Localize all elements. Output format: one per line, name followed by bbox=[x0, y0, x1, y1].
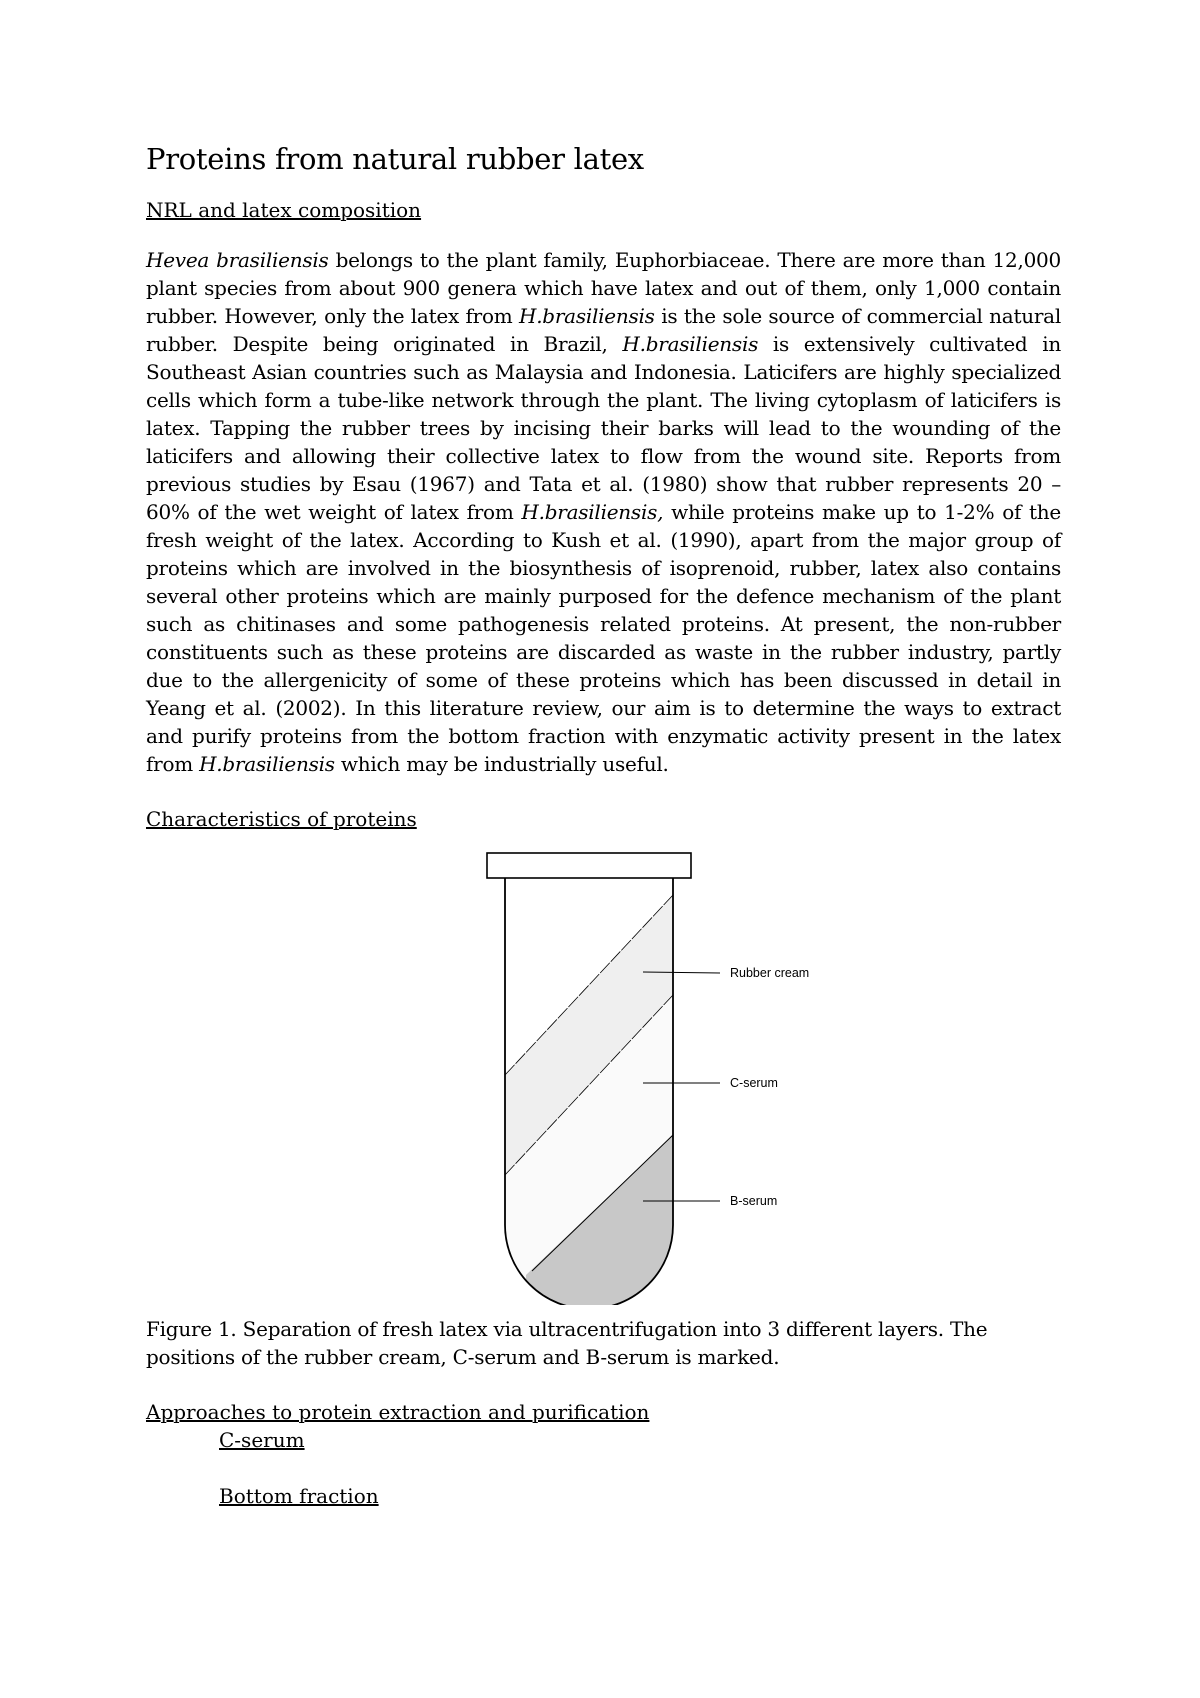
subheading-c-serum: C-serum bbox=[219, 1428, 305, 1452]
section-heading-nrl: NRL and latex composition bbox=[146, 198, 422, 222]
body-paragraph bbox=[146, 246, 1061, 778]
rubber-cream-label: Rubber cream bbox=[730, 966, 810, 980]
paragraph-text-run: belongs to the plant family, Euphorbiaceae. There are more than 12,000 plant species from about 900 genera which have latex and out of them, only 1,000 contain rubber. However, only the latex from bbox=[146, 248, 1061, 328]
document-page bbox=[146, 140, 1061, 1510]
paragraph-text-run: is extensively cultivated in Southeast Asian countries such as Malaysia and Indonesia. Laticifers are highly specialized cells which form a tube-like network through the plant. The living cytoplasm of laticifers is latex. Tapping the rubber trees by incising their barks will lead to the wounding of the laticifers and allowing their collective latex to flow from the wound site. Reports from previous studies by Esau (1967) and Tata et al. (1980) show that rubber represents 20 – 60% of the wet weight of latex from bbox=[146, 332, 1062, 524]
paragraph-text-run: is the sole source of commercial natural rubber. Despite being originated in Brazil, bbox=[146, 304, 1061, 356]
italic-species-name: H.brasiliensis bbox=[622, 332, 759, 356]
italic-species-name: H.brasiliensis bbox=[199, 752, 335, 776]
paragraph-text-run: while proteins make up to 1-2% of the fresh weight of the latex. According to Kush et al. (1990), apart from the major group of proteins which are involved in the biosynthesis of isoprenoid, rubber, latex also contains several other proteins which are mainly purposed for the defence mechanism of the plant such as chitinases and some pathogenesis related proteins. At present, the non-rubber constituents such as these proteins are discarded as waste in the rubber industry, partly due to the allergenicity of some of these proteins which has been discussed in detail in Yeang et al. (2002). In this literature review, our aim is to determine the ways to extract and purify proteins from the bottom fraction with enzymatic activity present in the latex from bbox=[146, 500, 1061, 776]
test-tube-diagram bbox=[146, 835, 1061, 1305]
c-serum-label: C-serum bbox=[730, 1076, 778, 1090]
italic-species-name: Hevea brasiliensis bbox=[146, 248, 329, 272]
figure-test-tube bbox=[146, 835, 1061, 1305]
page-title: Proteins from natural rubber latex bbox=[146, 142, 644, 176]
paragraph-text-run: which may be industrially useful. bbox=[334, 752, 669, 776]
section-heading-approaches: Approaches to protein extraction and purification bbox=[146, 1400, 650, 1424]
italic-species-name: H.brasiliensis bbox=[519, 304, 655, 328]
b-serum-label: B-serum bbox=[730, 1194, 778, 1208]
section-heading-characteristics: Characteristics of proteins bbox=[146, 807, 417, 831]
italic-species-name: H.brasiliensis, bbox=[521, 500, 664, 524]
figure-caption: Figure 1. Separation of fresh latex via ultracentrifugation into 3 different layers. The positions of the rubber cream, C-serum and B-serum is marked. bbox=[146, 1317, 988, 1369]
tube-rim bbox=[487, 853, 691, 878]
subheading-bottom-fraction: Bottom fraction bbox=[219, 1484, 379, 1508]
